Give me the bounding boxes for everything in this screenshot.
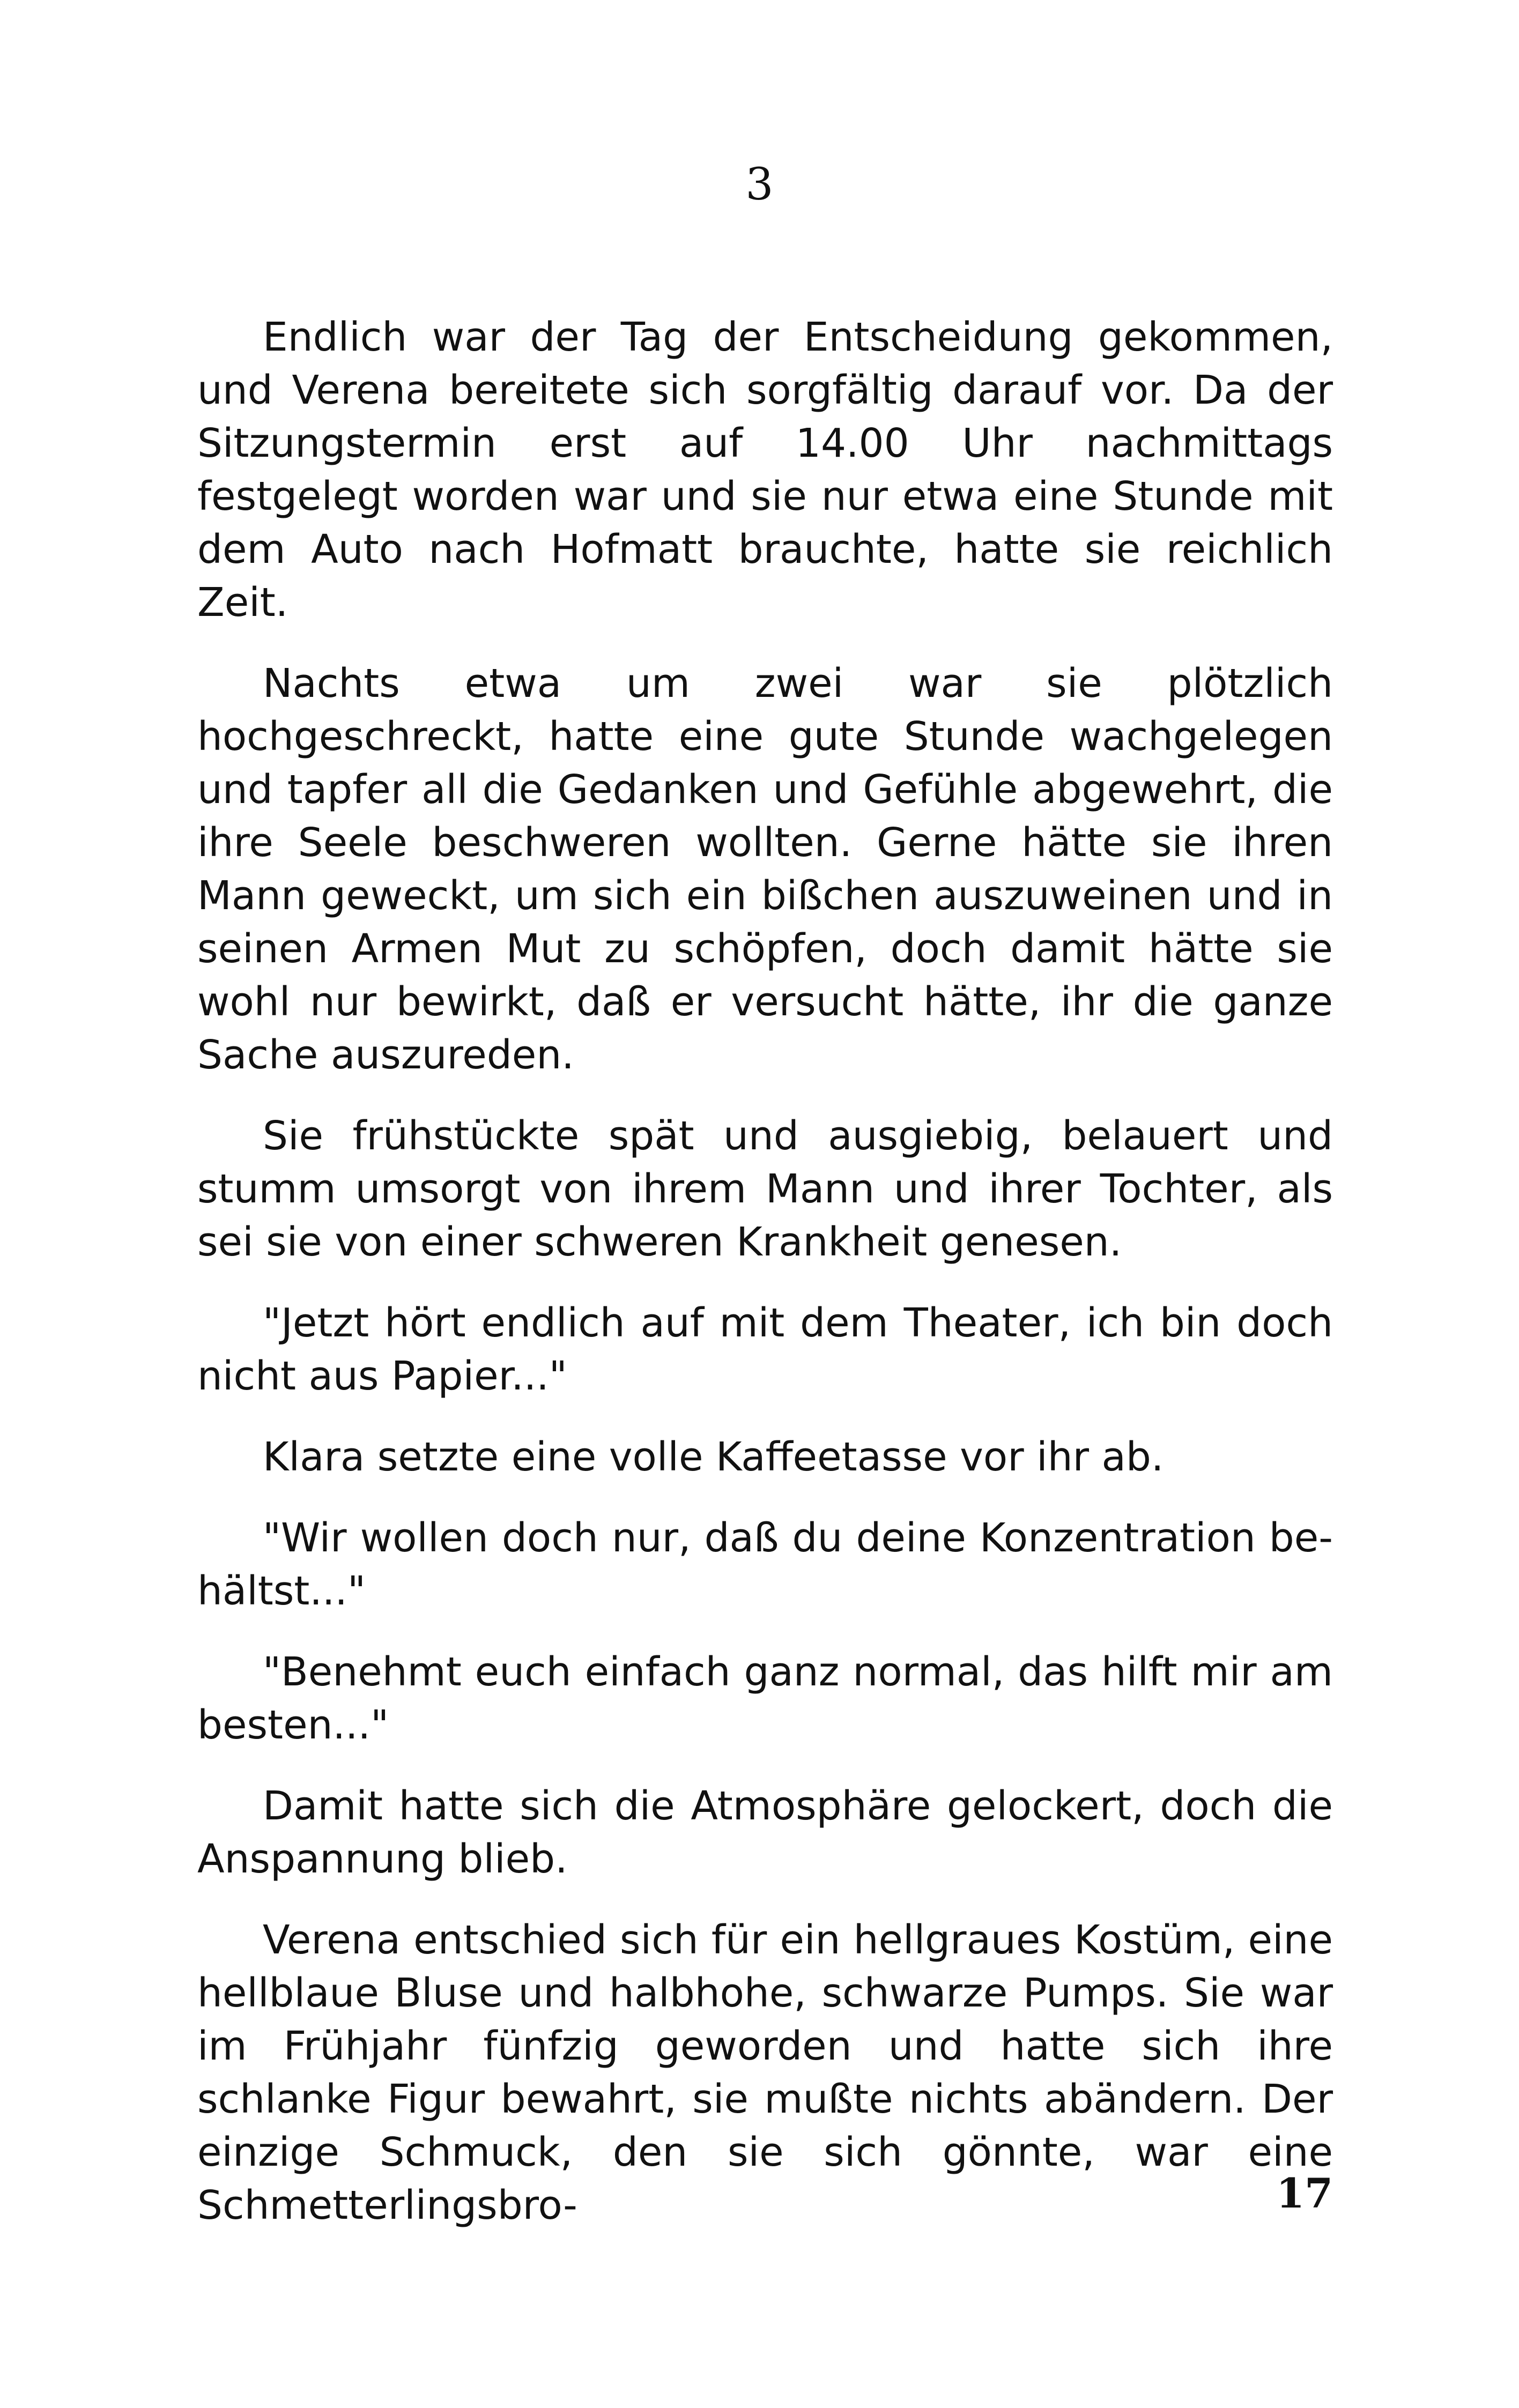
paragraph: Endlich war der Tag der Entscheidung gekommen, und Verena bereitete sich sorgfältig darauf vor. Da der Sitzungstermin erst auf 14.00 Uhr nachmittags festgelegt worden war und sie nur etwa eine Stunde mit dem Auto nach Hofmatt brauchte, hatte sie reichlich Zeit. (197, 314, 1333, 626)
paragraph: Verena entschied sich für ein hellgraues Kostüm, eine hellblaue Bluse und halbhohe, schwarze Pumps. Sie war im Frühjahr fünfzig geworden und hatte sich ihre schlanke Figur bewahrt, sie mußte nichts abändern. Der einzige Schmuck, den sie sich gönnte, war eine Schmetterlingsbro- (197, 1917, 1333, 2228)
paragraph: "Benehmt euch einfach ganz normal, das hilft mir am besten..." (197, 1649, 1333, 1748)
paragraph: Klara setzte eine volle Kaffeetasse vor ihr ab. (263, 1434, 1164, 1480)
paragraph: Nachts etwa um zwei war sie plötzlich hochgeschreckt, hatte eine gute Stunde wachgelegen und tapfer all die Gedanken und Gefühle abgewehrt, die ihre Seele beschweren wollten. Gerne hätte sie ihren Mann geweckt, um sich ein bißchen auszuweinen und in seinen Armen Mut zu schöpfen, doch damit hätte sie wohl nur bewirkt, daß er versucht hätte, ihr die ganze Sache auszureden. (197, 660, 1333, 1078)
body-text (197, 311, 1333, 2232)
page-number: 17 (1276, 2169, 1333, 2217)
paragraph: Damit hatte sich die Atmosphäre gelockert, doch die Anspannung blieb. (197, 1783, 1333, 1882)
paragraph: "Wir wollen doch nur, daß du deine Konzentration behältst..." (197, 1515, 1333, 1614)
paragraph: "Jetzt hört endlich auf mit dem Theater, ich bin doch nicht aus Papier..." (197, 1300, 1333, 1399)
chapter-number: 3 (745, 159, 774, 210)
paragraph: Sie frühstückte spät und ausgiebig, belauert und stumm umsorgt von ihrem Mann und ihrer Tochter, als sei sie von einer schweren Krankheit genesen. (197, 1113, 1333, 1265)
